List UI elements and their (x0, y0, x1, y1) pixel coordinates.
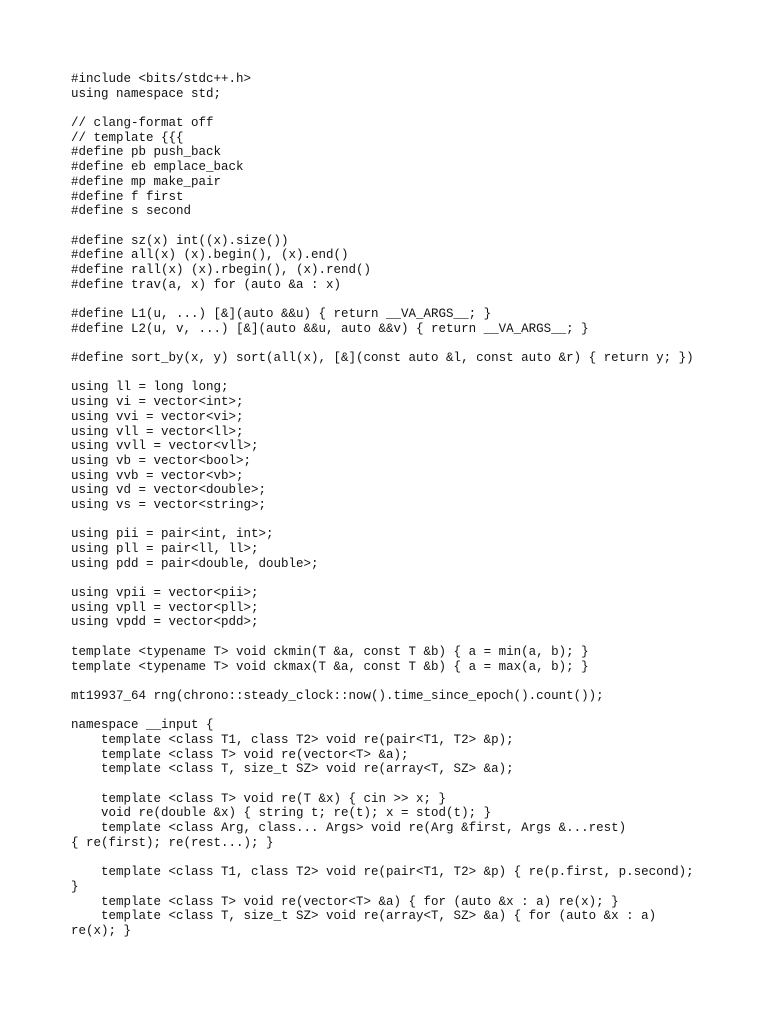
code-line: template <class T> void re(vector<T> &a); (71, 747, 409, 762)
code-line: #define trav(a, x) for (auto &a : x) (71, 277, 342, 292)
code-line: #include <bits/stdc++.h> (71, 72, 252, 86)
code-line: template <typename T> void ckmax(T &a, const T &b) { a = max(a, b); } (71, 659, 589, 674)
code-line: template <class T, size_t SZ> void re(array<T, SZ> &a) { for (auto &x : a) (71, 909, 657, 924)
code-line: } (71, 879, 79, 894)
code-line: template <class T, size_t SZ> void re(array<T, SZ> &a); (71, 762, 514, 777)
code-line: namespace __input { (71, 718, 214, 733)
code-line (71, 336, 761, 351)
code-line: using vs = vector<string>; (71, 497, 267, 512)
code-line: // clang-format off (71, 116, 214, 131)
code-line: using vvb = vector<vb>; (71, 468, 244, 483)
code-line: #define all(x) (x).begin(), (x).end() (71, 248, 349, 263)
code-line: using vpdd = vector<pdd>; (71, 615, 259, 630)
code-line: #define pb push_back (71, 145, 222, 160)
code-line: #define f first (71, 189, 184, 204)
code-line: #define sort_by(x, y) sort(all(x), [&](const auto &l, const auto &r) { return y; }) (71, 351, 694, 366)
code-line (71, 366, 761, 381)
code-line (71, 704, 761, 719)
code-line: using pii = pair<int, int>; (71, 527, 274, 542)
code-line (71, 219, 761, 234)
code-line: #define rall(x) (x).rbegin(), (x).rend() (71, 262, 372, 277)
code-line: mt19937_64 rng(chrono::steady_clock::now().time_since_epoch().count()); (71, 688, 604, 703)
code-line: void re(double &x) { string t; re(t); x = stod(t); } (71, 806, 492, 821)
code-line: using vll = vector<ll>; (71, 424, 244, 439)
code-line: template <class T> void re(vector<T> &a) { for (auto &x : a) re(x); } (71, 894, 619, 909)
code-line: using vvll = vector<vll>; (71, 439, 259, 454)
code-line: using vb = vector<bool>; (71, 453, 252, 468)
code-line: { re(first); re(rest...); } (71, 835, 274, 850)
code-line: using vi = vector<int>; (71, 395, 244, 410)
code-line (71, 777, 761, 792)
code-line: #define sz(x) int((x).size()) (71, 233, 289, 248)
code-line: using vd = vector<double>; (71, 483, 267, 498)
code-line (71, 513, 761, 528)
code-line: using vpii = vector<pii>; (71, 586, 259, 601)
code-listing (71, 72, 761, 939)
code-line: re(x); } (71, 923, 132, 938)
code-line (71, 850, 761, 865)
code-line (71, 630, 761, 645)
code-line: template <class T1, class T2> void re(pair<T1, T2> &p) { re(p.first, p.second); (71, 865, 694, 880)
code-line: #define L2(u, v, ...) [&](auto &&u, auto &&v) { return __VA_ARGS__; } (71, 321, 589, 336)
code-line: using vpll = vector<pll>; (71, 600, 259, 615)
code-line (71, 101, 761, 116)
code-line: using namespace std; (71, 86, 222, 101)
code-line: // template {{{ (71, 130, 184, 145)
code-line: using ll = long long; (71, 380, 229, 395)
code-line: #define L1(u, ...) [&](auto &&u) { return __VA_ARGS__; } (71, 307, 492, 321)
code-line: using vvi = vector<vi>; (71, 409, 244, 424)
code-line: #define eb emplace_back (71, 160, 244, 175)
code-line: using pdd = pair<double, double>; (71, 556, 319, 571)
code-line: #define mp make_pair (71, 174, 222, 189)
code-line: using pll = pair<ll, ll>; (71, 542, 259, 556)
code-line (71, 292, 761, 307)
code-line: template <class T> void re(T &x) { cin >> x; } (71, 791, 447, 806)
code-line: template <class T1, class T2> void re(pair<T1, T2> &p); (71, 732, 514, 747)
code-line: template <typename T> void ckmin(T &a, const T &b) { a = min(a, b); } (71, 644, 589, 659)
code-line (71, 674, 761, 689)
code-line: #define s second (71, 204, 192, 219)
code-line: template <class Arg, class... Args> void re(Arg &first, Args &...rest) (71, 821, 627, 836)
code-line (71, 571, 761, 586)
